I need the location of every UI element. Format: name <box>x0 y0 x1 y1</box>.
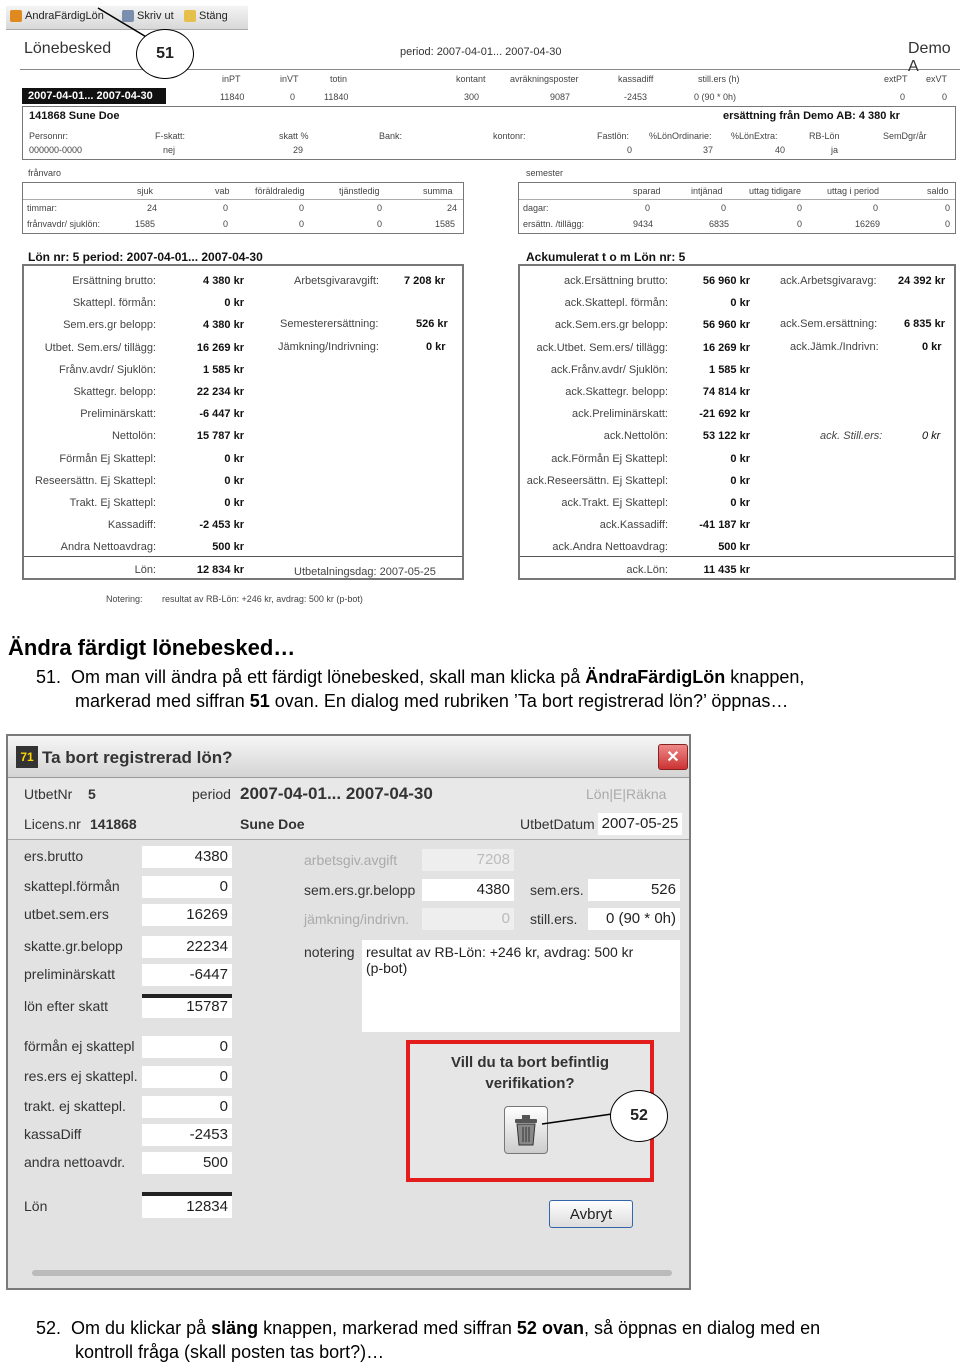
acc-row-value: 0 kr <box>730 452 750 465</box>
absence-cell: 0 <box>223 219 229 229</box>
pay-row-value: 0 kr <box>224 474 244 487</box>
pay-row-value: 0 kr <box>224 497 244 509</box>
absence-header-summa: summa <box>423 186 453 196</box>
semers-gr-label: sem.ers.gr.belopp <box>304 882 416 898</box>
bank-label: Bank: <box>379 131 403 141</box>
pay-side-label: Arbetsgivaravgift: <box>294 275 379 287</box>
employee-name-dialog: Sune Doe <box>240 816 305 832</box>
absence-title: frånvaro <box>28 168 62 178</box>
rblon-label: RB-Lön <box>809 131 840 141</box>
paragraph-51-number: 51 <box>249 691 270 711</box>
pay-row-value: 16 269 kr <box>196 341 244 354</box>
pay-row-value: 4 380 kr <box>203 319 244 332</box>
pay-row-label: Sem.ers.gr belopp: <box>63 319 156 332</box>
semdgr-label: SemDgr/år <box>883 131 927 141</box>
utbetnr-value: 5 <box>88 786 96 802</box>
vacation-header-intjanad: intjänad <box>691 186 723 196</box>
acc-row-label: ack.Skattepl. förmån: <box>564 297 668 310</box>
dialog-field-label: ers.brutto <box>24 848 84 864</box>
pay-row-label: Reseersättn. Ej Skattepl: <box>34 474 156 487</box>
dialog-field-label: skattepl.förmån <box>24 878 120 894</box>
absence-header-tjanstledig: tjänstledig <box>339 186 380 196</box>
acc-side-value: 6 835 kr <box>904 318 945 330</box>
acc-row-value: 0 kr <box>730 297 750 310</box>
value-exvt: 0 <box>942 92 948 102</box>
value-kontant: 300 <box>464 92 480 102</box>
absence-cell: 1585 <box>435 219 456 229</box>
utbetnr-label: UtbetNr <box>24 786 73 802</box>
semers-field[interactable]: 526 <box>588 879 680 901</box>
acc-row-label: ack.Reseersättn. Ej Skattepl: <box>526 474 668 487</box>
acc-row-label: ack.Lön: <box>626 563 668 576</box>
absence-cell: 24 <box>447 203 458 213</box>
absence-cell: 24 <box>147 203 158 213</box>
vacation-cell: 0 <box>645 203 651 213</box>
acc-side-label: ack.Jämk./Indrivn: <box>790 341 879 353</box>
absence-row-label: timmar: <box>27 203 57 213</box>
dialog-field-value[interactable]: 0 <box>142 876 232 898</box>
accumulated-header: Ackumulerat t o m Lön nr: 5 <box>526 250 686 264</box>
vacation-title: semester <box>526 168 564 178</box>
pay-row-label: Utbet. Sem.ers/ tillägg: <box>44 341 156 354</box>
acc-row-label: ack.Skattegr. belopp: <box>565 386 668 398</box>
left-fields <box>8 840 248 1240</box>
print-label: Skriv ut <box>137 10 174 22</box>
dialog-field-value[interactable]: 16269 <box>142 904 232 926</box>
pay-rows <box>24 266 464 576</box>
pay-row-label: Ersättning brutto: <box>72 275 156 287</box>
paragraph-51-text: markerad med siffran <box>75 691 250 711</box>
value-totin: 11840 <box>324 92 349 102</box>
value-invt: 0 <box>290 92 296 102</box>
pay-row-label: Skattegr. belopp: <box>73 386 156 398</box>
dialog-titlebar <box>8 736 689 778</box>
cancel-button[interactable] <box>549 1200 633 1228</box>
item-number-52: 52. <box>36 1318 62 1338</box>
callout-52 <box>610 1090 668 1142</box>
pay-row-value: 4 380 kr <box>203 275 244 287</box>
personnr-value: 000000-0000 <box>29 145 83 155</box>
pay-header: Lön nr: 5 period: 2007-04-01... 2007-04-30 <box>28 250 263 264</box>
pay-row-label: Trakt. Ej Skattepl: <box>69 497 156 509</box>
paragraph-51-text: ovan. En dialog med rubriken ’Ta bort registrerad lön?’ öppnas… <box>269 691 789 711</box>
acc-row-label: ack.Nettolön: <box>603 430 668 443</box>
payslip-title: Lönebesked <box>24 40 112 57</box>
pay-side-label: Jämkning/Indrivning: <box>278 341 379 353</box>
licens-label: Licens.nr <box>24 816 81 832</box>
absence-divider <box>23 199 463 200</box>
employee-name: 141868 Sune Doe <box>29 110 120 122</box>
vacation-table <box>518 182 956 234</box>
period-header: period: 2007-04-01... 2007-04-30 <box>400 46 562 58</box>
acc-row-value: 0 kr <box>730 474 750 487</box>
pay-row-value: 500 kr <box>212 541 244 554</box>
value-avrakning: 9087 <box>550 92 571 102</box>
dialog-field-value[interactable]: 0 <box>142 1096 232 1118</box>
acc-side-label: ack.Arbetsgivaravg: <box>780 275 877 287</box>
dialog-field-label: trakt. ej skattepl. <box>24 1098 126 1114</box>
licens-value: 141868 <box>90 816 137 832</box>
kontonr-label: kontonr: <box>493 131 526 141</box>
vacation-header-sparad: sparad <box>633 186 661 196</box>
vacation-cell: 0 <box>797 203 803 213</box>
acc-row-label: ack.Kassadiff: <box>599 519 668 532</box>
utbetdatum-field[interactable]: 2007-05-25 <box>598 813 682 835</box>
dialog-field-label: kassaDiff <box>24 1126 82 1142</box>
dialog-field-value[interactable]: 4380 <box>142 846 232 868</box>
absence-cell: 0 <box>377 203 383 213</box>
pay-side-value: 0 kr <box>426 341 446 353</box>
pay-side-value: 526 kr <box>416 318 448 330</box>
dialog-field-value[interactable]: 0 <box>142 1036 232 1058</box>
pay-row-label: Kassadiff: <box>107 519 156 532</box>
absence-cell: 0 <box>299 219 305 229</box>
acc-row-label: ack.Utbet. Sem.ers/ tillägg: <box>536 341 668 354</box>
absence-cell: 0 <box>377 219 383 229</box>
header-kontant: kontant <box>456 74 486 84</box>
close-icon: ✕ <box>666 749 680 766</box>
vacation-divider <box>519 199 955 200</box>
dialog-field-value[interactable]: 12834 <box>142 1196 232 1218</box>
semers-gr-field[interactable]: 4380 <box>422 879 514 901</box>
dialog-field-value[interactable]: 22234 <box>142 936 232 958</box>
arbetsgiv-label: arbetsgiv.avgift <box>304 852 398 868</box>
vacation-row-label: dagar: <box>523 203 549 213</box>
notering-label: notering <box>304 944 355 960</box>
vacation-cell: 0 <box>797 219 803 229</box>
dialog-header <box>8 778 689 840</box>
trash-can-icon <box>512 1113 540 1147</box>
acc-row-value: 53 122 kr <box>702 430 750 443</box>
confirm-question-line2: verifikation? <box>485 1075 575 1092</box>
vacation-cell: 0 <box>945 203 951 213</box>
acc-row-value: 56 960 kr <box>702 275 750 287</box>
dialog-field-value[interactable]: 0 <box>142 1066 232 1088</box>
dialog-field-value[interactable]: -2453 <box>142 1124 232 1146</box>
value-kassadiff: -2453 <box>624 92 648 102</box>
acc-row-value: 56 960 kr <box>702 319 750 332</box>
vacation-header-uttag-period: uttag i period <box>827 186 880 196</box>
dialog-field-label: lön efter skatt <box>24 998 109 1014</box>
edit-finished-pay-label: AndraFärdigLön <box>25 10 104 22</box>
pay-row-value: 12 834 kr <box>196 563 244 576</box>
acc-row-label: ack.Ersättning brutto: <box>564 275 668 287</box>
skatt-value: 29 <box>293 145 304 155</box>
vacation-cell: 6835 <box>709 219 730 229</box>
period-label: period <box>192 786 231 802</box>
acc-row-label: ack.Frånv.avdr/ Sjuklön: <box>550 363 668 376</box>
paragraph-52-text: , så öppnas en dialog med en <box>583 1318 821 1338</box>
pay-row-label: Preliminärskatt: <box>80 408 156 421</box>
callout-51 <box>136 29 194 79</box>
acc-side-label: ack. Still.ers: <box>820 430 883 442</box>
absence-header-sjuk: sjuk <box>137 186 154 196</box>
section-heading: Ändra färdigt lönebesked… <box>8 635 296 660</box>
absence-cell: 0 <box>299 203 305 213</box>
lonextra-value: 40 <box>775 145 786 155</box>
skatt-label: skatt % <box>279 131 309 141</box>
pay-row-label: Andra Nettoavdrag: <box>60 541 156 554</box>
absence-header-vab: vab <box>215 186 230 196</box>
header-totin: totin <box>330 74 348 84</box>
close-label: Stäng <box>199 10 228 22</box>
vacation-header-uttag-tidigare: uttag tidigare <box>749 186 802 196</box>
vacation-cell: 0 <box>945 219 951 229</box>
dialog-field-label: skatte.gr.belopp <box>24 938 123 954</box>
note-text: resultat av RB-Lön: +246 kr, avdrag: 500 kr (p-bot) <box>162 594 363 604</box>
acc-row-label: ack.Förmån Ej Skattepl: <box>551 452 668 465</box>
paragraph-52-text: kontroll fråga (skall posten tas bort?)… <box>75 1342 385 1362</box>
item-number-51: 51. <box>36 667 62 687</box>
acc-side-label: ack.Sem.ersättning: <box>780 318 878 330</box>
header-extpt: extPT <box>884 74 908 84</box>
absence-header-foraldraledig: föräldraledig <box>255 186 305 196</box>
acc-row-value: 11 435 kr <box>703 563 750 576</box>
delete-pay-dialog <box>6 734 691 1290</box>
period-value: 2007-04-01... 2007-04-30 <box>240 784 433 803</box>
acc-row-label: ack.Trakt. Ej Skattepl: <box>561 497 668 509</box>
vacation-cell: 0 <box>721 203 727 213</box>
header-stillers: still.ers (h) <box>698 74 740 84</box>
vacation-header-saldo: saldo <box>927 186 949 196</box>
dialog-field-value[interactable]: 15787 <box>142 996 232 1018</box>
dialog-field-label: preliminärskatt <box>24 966 116 982</box>
vacation-row-label: ersättn. /tillägg: <box>523 219 585 229</box>
pay-total-divider <box>24 556 462 557</box>
pay-row-value: 22 234 kr <box>196 386 244 398</box>
dialog-field-label: utbet.sem.ers <box>24 906 109 922</box>
stillers-label: still.ers. <box>530 911 578 927</box>
acc-side-value: 0 kr <box>922 341 942 353</box>
acc-row-value: 1 585 kr <box>709 363 750 376</box>
pay-row-value: 15 787 kr <box>196 430 244 443</box>
pay-side-label: Semesterersättning: <box>280 318 379 330</box>
acc-row-value: 16 269 kr <box>702 341 750 354</box>
fskatt-label: F-skatt: <box>155 131 186 141</box>
company-name: Demo A <box>908 40 951 75</box>
paragraph-52-text: Om du klickar på <box>71 1318 212 1338</box>
acc-row-value: 74 814 kr <box>702 386 750 398</box>
header-avrakning: avräkningsposter <box>510 74 579 84</box>
lonextra-label: %LönExtra: <box>731 131 778 141</box>
dialog-field-label: förmån ej skattepl <box>24 1038 135 1054</box>
stillers-field[interactable]: 0 (90 * 0h) <box>588 908 680 930</box>
semers-label: sem.ers. <box>530 882 584 898</box>
header-exvt: exVT <box>926 74 948 84</box>
confirm-question-line1: Vill du ta bort befintlig <box>450 1054 610 1071</box>
pay-row-label: Lön: <box>134 563 156 576</box>
acc-row-value: 500 kr <box>718 541 750 554</box>
value-inpt: 11840 <box>220 92 245 102</box>
absence-cell: 0 <box>223 203 229 213</box>
header-kassadiff: kassadiff <box>618 74 654 84</box>
fastlon-label: Fastlön: <box>597 131 630 141</box>
dialog-field-label: res.ers ej skattepl. <box>24 1068 138 1084</box>
vacation-cell: 9434 <box>633 219 654 229</box>
vacation-cell: 0 <box>873 203 879 213</box>
pay-side-value: 7 208 kr <box>404 275 445 287</box>
lonordinarie-value: 37 <box>703 145 714 155</box>
header-invt: inVT <box>280 74 299 84</box>
pay-row-label: Nettolön: <box>111 430 156 443</box>
calc-label: Lön|E|Räkna <box>586 786 667 802</box>
horizontal-scrollbar[interactable] <box>32 1270 672 1276</box>
pay-row-value: 1 585 kr <box>203 363 244 376</box>
callout-52-number: 52 <box>630 1107 648 1124</box>
app-logo-icon: 71 <box>16 746 38 768</box>
period-badge: 2007-04-01... 2007-04-30 <box>22 88 166 104</box>
absence-cell: 1585 <box>135 219 156 229</box>
pay-box <box>22 264 464 580</box>
acc-side-value: 24 392 kr <box>898 275 946 287</box>
acc-row-value: -41 187 kr <box>699 519 750 532</box>
acc-total-divider <box>520 556 954 557</box>
paragraph-51 <box>36 665 956 713</box>
payout-date: Utbetalningsdag: 2007-05-25 <box>294 566 436 578</box>
dialog-field-value[interactable]: 500 <box>142 1152 232 1174</box>
top-values <box>220 92 950 106</box>
dialog-field-label: Lön <box>24 1198 48 1214</box>
jamkning-field: 0 <box>422 908 514 930</box>
pay-row-label: Skattepl. förmån: <box>72 297 156 310</box>
subtotal-line <box>142 994 232 998</box>
note-label: Notering: <box>106 594 143 604</box>
paragraph-51-button-name: ÄndraFärdigLön <box>585 667 726 687</box>
compensation-from: ersättning från Demo AB: 4 380 kr <box>723 110 900 122</box>
fastlon-value: 0 <box>627 145 633 155</box>
top-headers <box>220 74 950 88</box>
paragraph-52-number: 52 ovan <box>516 1318 584 1338</box>
header-inpt: inPT <box>222 74 241 84</box>
accumulated-box <box>518 264 956 580</box>
lonordinarie-label: %LönOrdinarie: <box>649 131 712 141</box>
absence-table <box>22 182 464 234</box>
personnr-label: Personnr: <box>29 131 69 141</box>
payslip-screenshot <box>6 6 960 610</box>
vacation-cell: 16269 <box>855 219 881 229</box>
employee-box <box>22 106 956 160</box>
dialog-close-button[interactable] <box>658 744 688 770</box>
acc-row-value: -21 692 kr <box>699 408 750 421</box>
dialog-field-value[interactable]: -6447 <box>142 964 232 986</box>
dialog-title: Ta bort registrerad lön? <box>42 748 233 767</box>
acc-side-value: 0 kr <box>922 430 941 442</box>
paragraph-51-text: knappen, <box>725 667 805 687</box>
accumulated-rows <box>520 266 956 576</box>
value-extpt: 0 <box>900 92 906 102</box>
paragraph-52-button-name: släng <box>211 1318 259 1338</box>
pay-row-value: 0 kr <box>224 452 244 465</box>
utbetdatum-label: UtbetDatum <box>520 816 595 832</box>
cancel-label: Avbryt <box>569 1205 613 1223</box>
callout-51-number: 51 <box>156 45 174 62</box>
pay-row-label: Frånv.avdr/ Sjuklön: <box>58 363 156 376</box>
acc-row-label: ack.Preliminärskatt: <box>572 408 668 421</box>
acc-row-label: ack.Sem.ers.gr belopp: <box>554 319 668 332</box>
absence-row-label: frånvavdr/ sjuklön: <box>27 219 101 229</box>
value-stillers: 0 (90 * 0h) <box>694 92 737 102</box>
pay-row-value: -6 447 kr <box>199 408 244 421</box>
fskatt-value: nej <box>163 145 176 155</box>
notering-field[interactable]: resultat av RB-Lön: +246 kr, avdrag: 500 kr (p-bot) <box>362 940 680 1032</box>
paragraph-52 <box>36 1316 956 1364</box>
acc-row-label: ack.Andra Nettoavdrag: <box>552 541 668 554</box>
paragraph-51-text: Om man vill ändra på ett färdigt lönebesked, skall man klicka på <box>71 667 586 687</box>
acc-row-value: 0 kr <box>730 497 750 509</box>
paragraph-52-text: knappen, markerad med siffran <box>258 1318 517 1338</box>
rblon-value: ja <box>831 145 839 155</box>
dialog-field-label: andra nettoavdr. <box>24 1154 126 1170</box>
pay-row-label: Förmån Ej Skattepl: <box>59 452 156 465</box>
jamkning-label: jämkning/indrivn. <box>304 911 410 927</box>
pay-row-value: -2 453 kr <box>199 519 244 532</box>
total-line <box>142 1192 232 1196</box>
pay-row-value: 0 kr <box>224 297 244 310</box>
arbetsgiv-field: 7208 <box>422 849 514 871</box>
